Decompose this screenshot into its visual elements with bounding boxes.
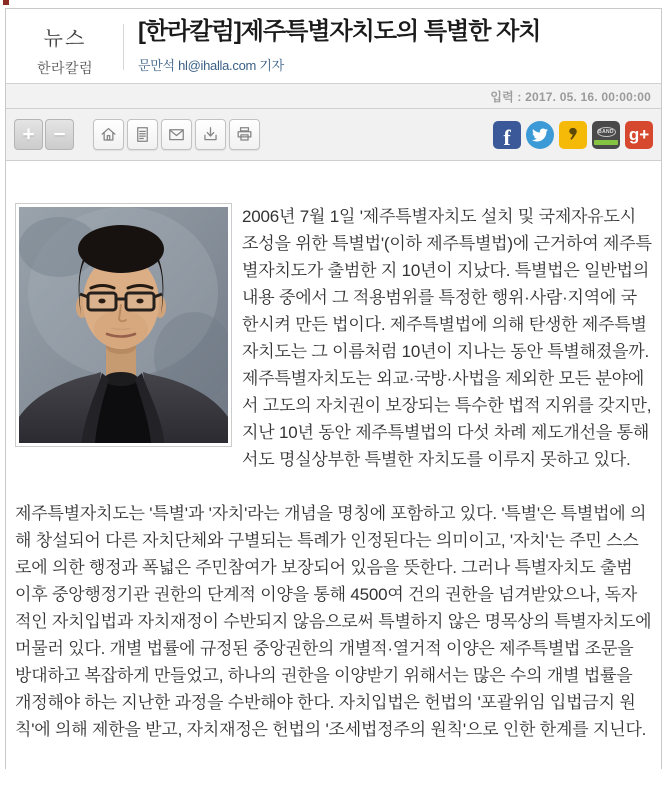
font-decrease-button[interactable]: −: [45, 119, 74, 150]
corner-mark: [3, 0, 9, 5]
download-button[interactable]: [195, 119, 226, 150]
article-paragraph-2: 제주특별자치도는 '특별'과 '자치'라는 개념을 명칭에 포함하고 있다. '특별'은 특별법에 의해 창설되어 다른 자치단체와 구별되는 특례가 인정된다는 의미이고, '자치'는 주민 스스로에 의한 행정과 폭넓은 주민참여가 보장되어 있음을 뜻한다. 그러나 특별자치도 출범 이후 중앙행정기관 권한의 단계적 이양을 통해 4500여 건의 권한을 넘겨받았으나, 독자적인 자치입법과 자치재정이 수반되지 않음으로써 특별하지 않은 명목상의 특별자치도에 머물러 있다. 개별 법률에 규정된 중앙권한의 개별적·열거적 이양은 제주특별법 조문을 방대하고 복잡하게 만들었고, 하나의 권한을 이양받기 위해서는 많은 수의 개별 법률을 개정해야 하는 지난한 과정을 수반해야 한다. 자치입법은 헌법의 '포괄위임 입법금지 원칙'에 의해 제한을 받고, 자치재정은 헌법의 '조세법정주의 원칙'으로 인한 한계를 지닌다.: [15, 504, 652, 739]
print-icon: [235, 125, 254, 144]
published-date: 입력 : 2017. 05. 16. 00:00:00: [490, 89, 651, 104]
facebook-f-glyph: f: [503, 124, 511, 149]
section-link-news[interactable]: 뉴스: [43, 28, 87, 50]
googleplus-glyph: g+: [628, 125, 650, 144]
section-link-halla-column[interactable]: 한라칼럼: [36, 60, 94, 76]
toolbar: [6, 109, 661, 161]
home-button[interactable]: [93, 119, 124, 150]
portrait-illustration: [19, 207, 228, 443]
social-share-group: [488, 121, 653, 149]
header-divider: [123, 24, 124, 70]
facebook-share-icon[interactable]: [493, 121, 521, 149]
article-page-button[interactable]: [127, 119, 158, 150]
byline-reporter-email[interactable]: 문만석 hl@ihalla.com 기자: [138, 58, 284, 74]
print-button[interactable]: [229, 119, 260, 150]
article-body: [6, 161, 661, 810]
head-main: [138, 16, 653, 74]
article-page-icon: [133, 125, 152, 144]
email-icon: [167, 125, 186, 144]
article-header: [6, 9, 661, 83]
twitter-share-icon[interactable]: [526, 121, 554, 149]
email-button[interactable]: [161, 119, 192, 150]
article-paragraph-1: 2006년 7월 1일 '제주특별자치도 설치 및 국제자유도시 조성을 위한 특별법'(이하 제주특별법)에 근거하여 제주특별자치도가 출범한 지 10년이 지났다. 특별법은 일반법의 내용 중에서 그 적용범위를 특정한 행위·사람·지역에 국한시켜 만든 법이다. 제주특별법에 의해 탄생한 제주특별자치도는 그 이름처럼 10년이 지나는 동안 특별해졌을까. 제주특별자치도는 외교·국방·사법을 제외한 모든 분야에서 고도의 자치권이 보장되는 특수한 법적 지위를 갖지만, 지난 10년 동안 제주특별법의 다섯 차례 제도개선을 통해서도 명실상부한 특별한 자치도를 이루지 못하고 있다.: [242, 207, 652, 469]
kakaostory-share-icon[interactable]: [559, 121, 587, 149]
tools-left: [14, 119, 260, 150]
section-block: [6, 22, 124, 78]
kakaostory-comma-icon: [563, 125, 583, 145]
googleplus-share-icon[interactable]: [625, 121, 653, 149]
font-increase-button[interactable]: +: [14, 119, 43, 150]
twitter-bird-icon: [532, 127, 548, 143]
page-title: [한라칼럼]제주특별자치도의 특별한 자치: [138, 18, 541, 45]
meta-bar: [6, 83, 661, 109]
article-page: [5, 8, 662, 769]
columnist-portrait-photo: [15, 203, 232, 447]
home-icon: [99, 125, 118, 144]
band-share-icon[interactable]: [592, 121, 620, 149]
band-label: BAND: [598, 128, 614, 135]
band-green-stripe: [594, 140, 618, 145]
tool-group: [90, 119, 260, 150]
download-icon: [201, 125, 220, 144]
